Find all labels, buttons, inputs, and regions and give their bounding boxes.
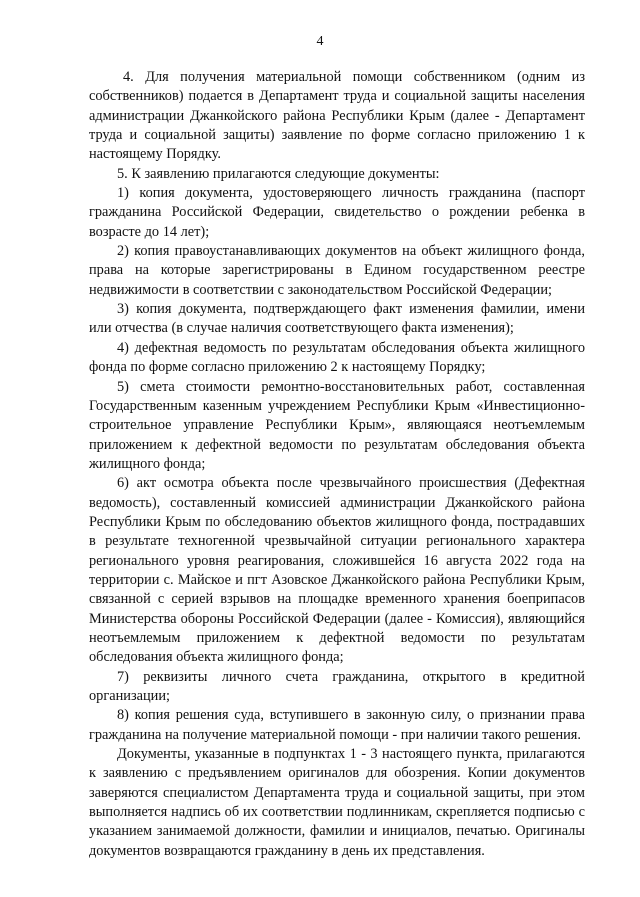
subitem-3: 3) копия документа, подтверждающего факт изменения фамилии, имени или отчества (в случае наличия соответствующего факта изменения); <box>89 301 585 337</box>
subitem-5: 5) смета стоимости ремонтно-восстановительных работ, составленная Государственным казенным учреждением Республики Крым «Инвестиционно-строительное управление Республики Крым», являющаяся неотъемлемым приложением к дефектной ведомости по результатам обследования объекта жилищного фонда; <box>89 378 585 472</box>
subitem-6: 6) акт осмотра объекта после чрезвычайного происшествия (Дефектная ведомость), составленный комиссией администрации Джанкойского района Республики Крым по обследованию объектов жилищного фонда, пострадавших в результате техногенной чрезвычайной ситуации регионального характера регионального уровня реагирования, сложившейся 16 августа 2022 года на территории с. Майское и пгт Азовское Джанкойского района Республики Крым, связанной с серией взрывов на площадке временного хранения боеприпасов Министерства обороны Российской Федерации (далее - Комиссия), являющийся неотъемлемым приложением к дефектной ведомости по результатам обследования объекта жилищного фонда; <box>89 475 585 666</box>
subitem-2: 2) копия правоустанавливающих документов на объект жилищного фонда, права на которые зарегистрированы в Едином государственном реестре недвижимости в соответствии с законодательством Российской Федерации; <box>89 243 585 298</box>
paragraph-item-4: 4. Для получения материальной помощи собственником (одним из собственников) подается в Департамент труда и социальной защиты населения администрации Джанкойского района Республики Крым (далее - Департамент труда и социальной защиты) заявление по форме согласно приложению 1 к настоящему Порядку. <box>89 69 585 163</box>
paragraph-item-5: 5. К заявлению прилагаются следующие документы: <box>117 165 440 182</box>
page-number: 4 <box>316 34 324 49</box>
subitem-1: 1) копия документа, удостоверяющего личность гражданина (паспорт гражданина Российской Федерации, свидетельство о рождении ребенка в возрасте до 14 лет); <box>89 185 585 240</box>
document-body <box>89 68 585 861</box>
subitem-4: 4) дефектная ведомость по результатам обследования объекта жилищного фонда по форме согласно приложению 2 к настоящему Порядку; <box>89 339 585 376</box>
subitem-7: 7) реквизиты личного счета гражданина, открытого в кредитной организации; <box>89 668 585 704</box>
documents-note-paragraph: Документы, указанные в подпунктах 1 - 3 настоящего пункта, прилагаются к заявлению с предъявлением оригиналов для обозрения. Копии документов заверяются специалистом Департамента труда и социальной защиты, при этом выполняется надпись об их соответствии подлинникам, скрепляется подписью с указанием занимаемой должности, фамилии и инициалов, печатью. Оригиналы документов возвращаются гражданину в день их представления. <box>89 746 585 859</box>
subitem-8: 8) копия решения суда, вступившего в законную силу, о признании права гражданина на получение материальной помощи - при наличии такого решения. <box>89 707 585 743</box>
